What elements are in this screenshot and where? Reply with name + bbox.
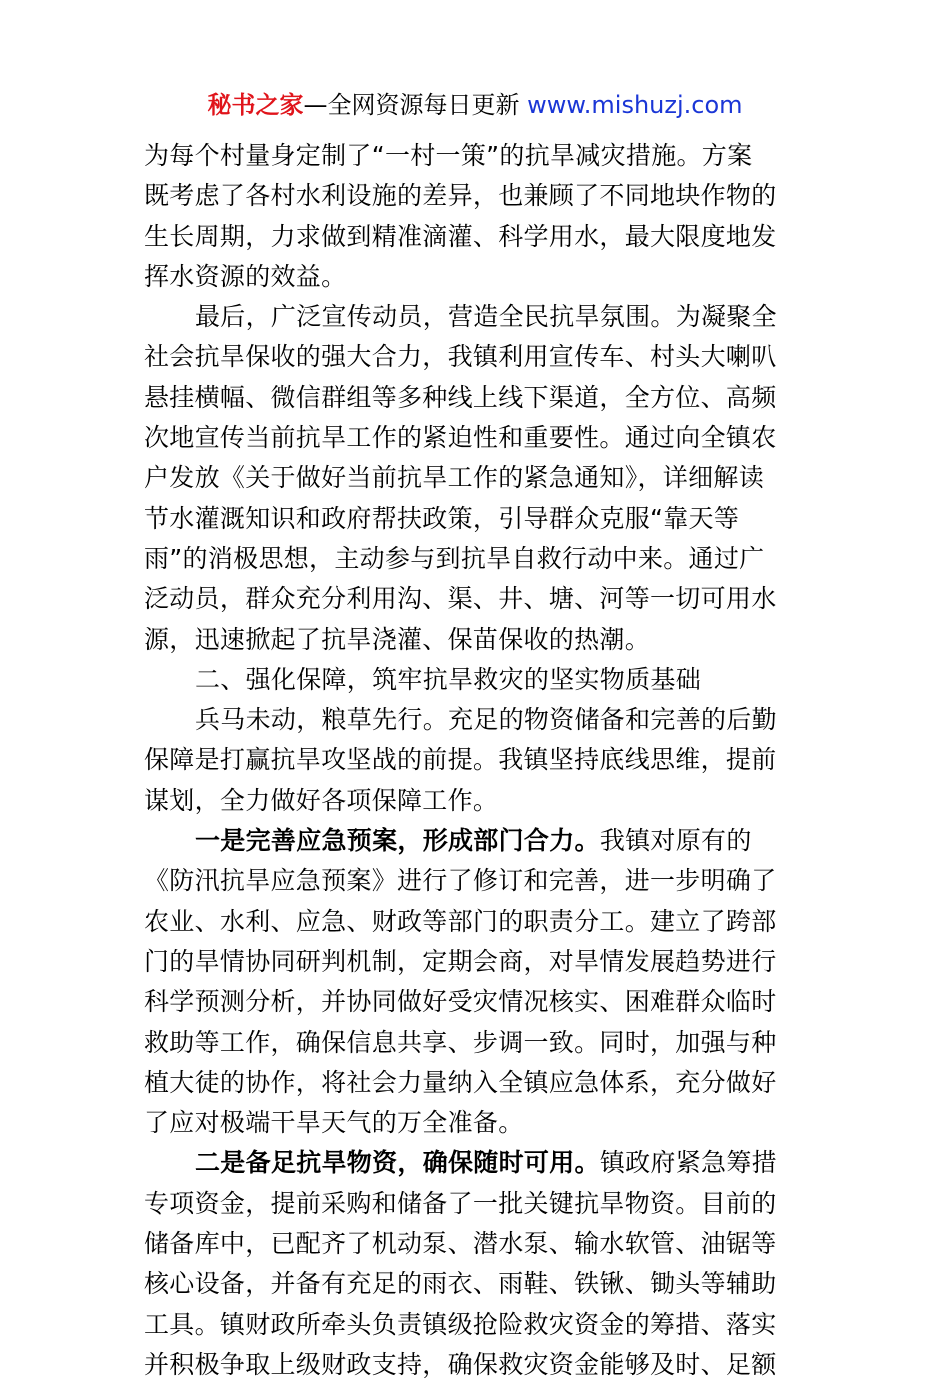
- text-line: 核心设备，并备有充足的雨衣、雨鞋、铁锹、锄头等辅助: [144, 1269, 777, 1299]
- text-line: 生长周期，力求做到精准滴灌、科学用水，最大限度地发: [144, 221, 777, 251]
- paragraph-start: 最后，广泛宣传动员，营造全民抗旱氛围。为凝聚全: [195, 302, 777, 332]
- text-line: 植大徒的协作，将社会力量纳入全镇应急体系，充分做好: [144, 1067, 777, 1097]
- text-line: 为每个村量身定制了“一村一策”的抗旱减灾措施。方案: [144, 141, 753, 170]
- document-body: [144, 136, 808, 1385]
- text-line: 专项资金，提前采购和储备了一批关键抗旱物资。目前的: [144, 1188, 777, 1218]
- text-line: 《防汛抗旱应急预案》进行了修订和完善，进一步明确了: [144, 866, 777, 896]
- text-line: 并积极争取上级财政支持，确保救灾资金能够及时、足额: [144, 1349, 777, 1379]
- text-line: 泛动员，群众充分利用沟、渠、井、塘、河等一切可用水: [144, 584, 777, 614]
- text-line: 救助等工作，确保信息共享、步调一致。同时，加强与种: [144, 1027, 777, 1057]
- text-line: 节水灌溉知识和政府帮扶政策，引导群众克服“靠天等: [144, 503, 740, 533]
- text-line: 既考虑了各村水利设施的差异，也兼顾了不同地块作物的: [144, 181, 777, 211]
- text-line: 户发放《关于做好当前抗旱工作的紧急通知》，详细解读: [144, 463, 765, 493]
- text-line: 社会抗旱保收的强大合力，我镇利用宣传车、村头大喇叭: [144, 342, 777, 372]
- text-line: 次地宣传当前抗旱工作的紧迫性和重要性。通过向全镇农: [144, 423, 777, 453]
- text-line: 工具。镇财政所牵头负责镇级抢险救灾资金的筹措、落实: [144, 1309, 777, 1339]
- text-line: 悬挂横幅、微信群组等多种线上线下渠道，全方位、高频: [144, 382, 777, 412]
- header-tagline: —全网资源每日更新: [303, 91, 528, 119]
- text-line: 门的旱情协同研判机制，定期会商，对旱情发展趋势进行: [144, 946, 777, 976]
- site-url[interactable]: www.mishuzj.com: [527, 91, 743, 119]
- text-line: 农业、水利、应急、财政等部门的职责分工。建立了跨部: [144, 906, 777, 936]
- paragraph-start: 兵马未动，粮草先行。充足的物资储备和完善的后勤: [195, 705, 777, 735]
- text-line: 雨”的消极思想，主动参与到抗旱自救行动中来。通过广: [144, 543, 765, 573]
- text-line: 谋划，全力做好各项保障工作。: [144, 785, 499, 815]
- paragraph-start: 二是备足抗旱物资，确保随时可用。镇政府紧急筹措: [195, 1148, 777, 1178]
- paragraph-start: 一是完善应急预案，形成部门合力。我镇对原有的: [195, 826, 752, 856]
- document-header: [0, 88, 950, 122]
- text-line: 储备库中，已配齐了机动泵、潜水泵、输水软管、油锯等: [144, 1229, 777, 1259]
- bold-lead: 一是完善应急预案，形成部门合力。: [195, 826, 600, 856]
- bold-lead: 二是备足抗旱物资，确保随时可用。: [195, 1148, 600, 1178]
- brand-name: 秘书之家: [207, 91, 304, 119]
- text-line: 源，迅速掀起了抗旱浇灌、保苗保收的热潮。: [144, 624, 651, 654]
- text-line: 了应对极端干旱天气的万全准备。: [144, 1108, 524, 1138]
- text-line: 科学预测分析，并协同做好受灾情况核实、困难群众临时: [144, 987, 777, 1017]
- text-line: 保障是打赢抗旱攻坚战的前提。我镇坚持底线思维，提前: [144, 745, 777, 775]
- section-heading: 二、强化保障，筑牢抗旱救灾的坚实物质基础: [195, 664, 702, 694]
- text-line: 挥水资源的效益。: [144, 261, 347, 291]
